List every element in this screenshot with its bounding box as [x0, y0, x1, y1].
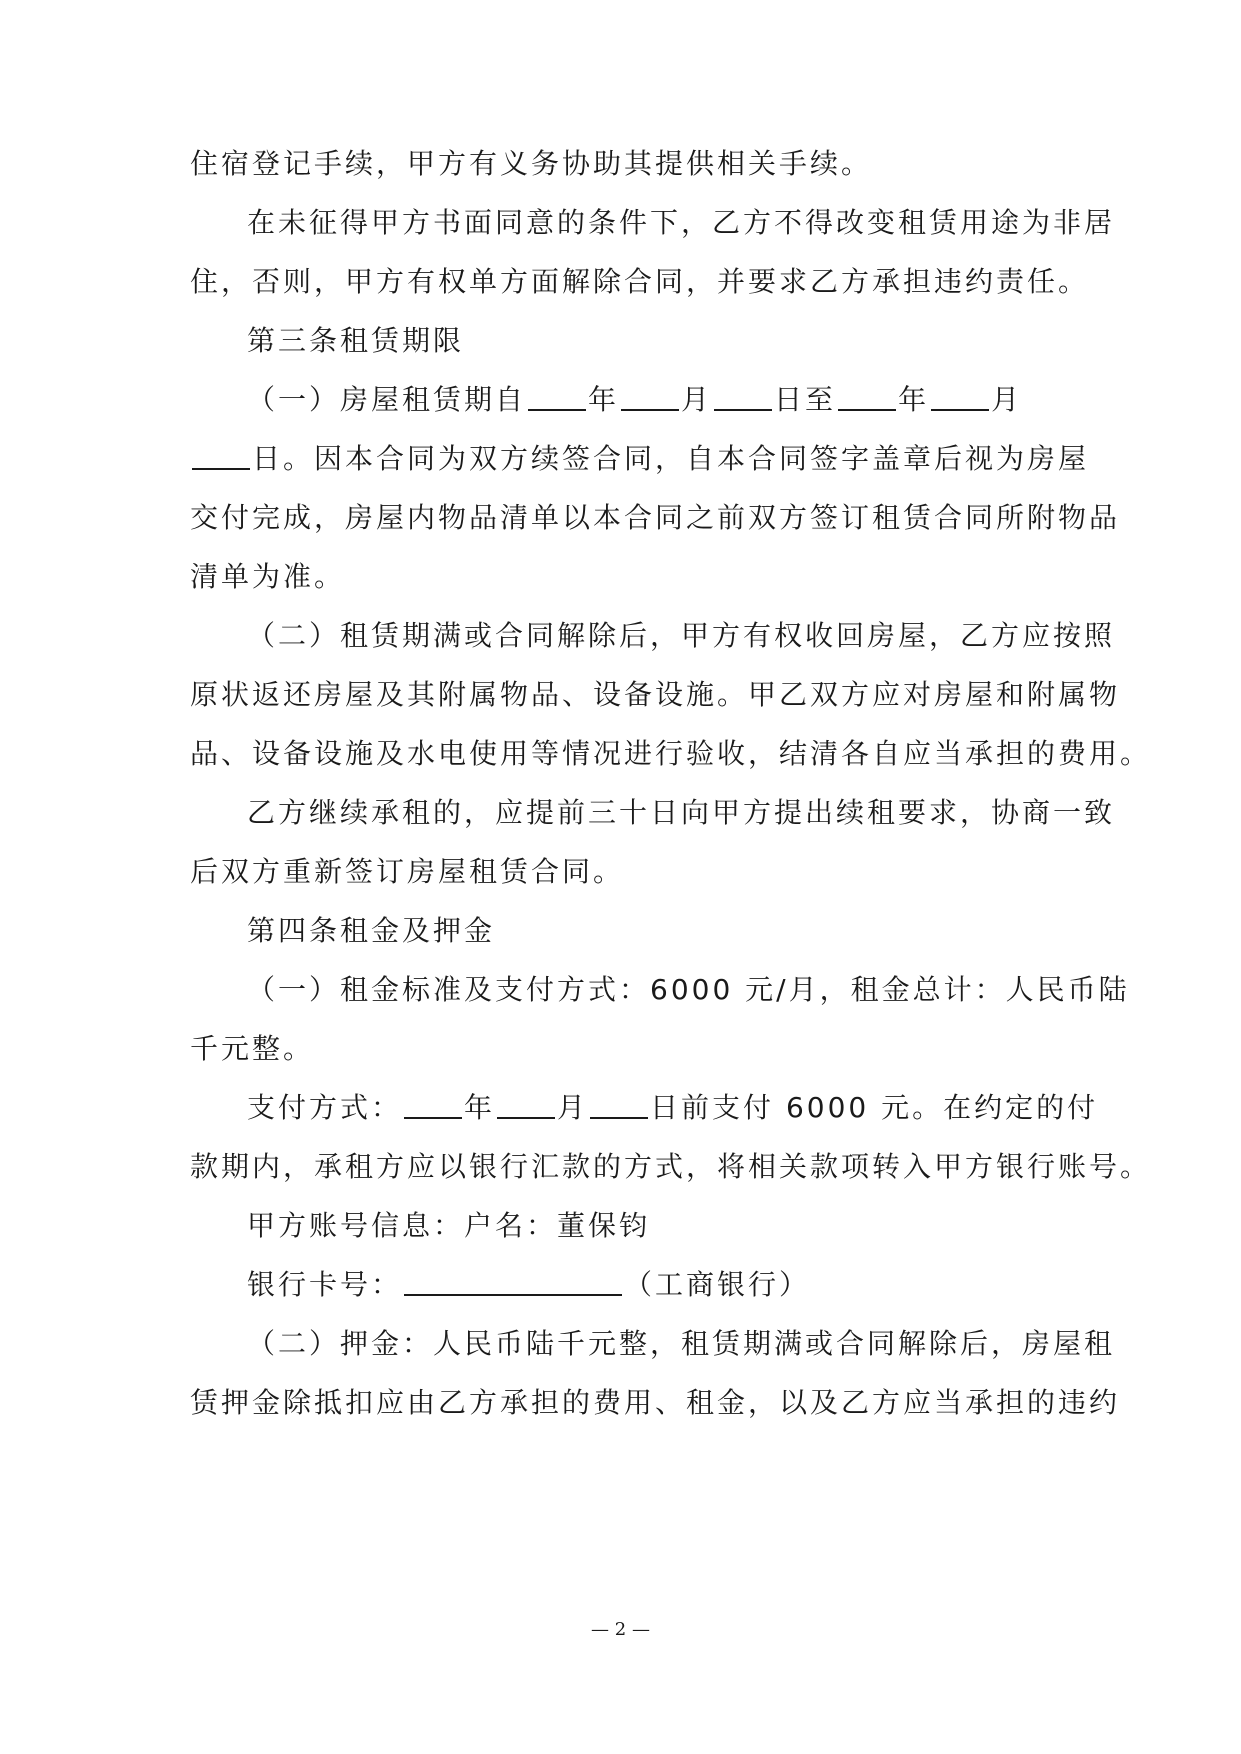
text-line: 乙方继续承租的，应提前三十日向甲方提出续租要求，协商一致: [247, 796, 1116, 829]
text-segment: 日前支付 6000 元。在约定的付: [650, 1091, 1099, 1124]
text-segment: 月: [991, 383, 1023, 416]
text-segment: 日至: [774, 383, 837, 416]
blank-underline: [714, 381, 772, 411]
text-segment: 月: [557, 1091, 589, 1124]
blank-underline: [404, 1266, 622, 1296]
blank-underline: [404, 1089, 462, 1119]
blank-underline: [590, 1089, 648, 1119]
text-line: [247, 1088, 1127, 1128]
text-line: 款期内，承租方应以银行汇款的方式，将相关款项转入甲方银行账号。: [190, 1150, 1152, 1183]
text-line: [247, 1265, 1127, 1305]
text-line: 赁押金除抵扣应由乙方承担的费用、租金，以及乙方应当承担的违约: [190, 1386, 1121, 1419]
section-heading: 第四条租金及押金: [247, 914, 496, 947]
text-line: 甲方账号信息：户名：董保钧: [247, 1209, 651, 1242]
text-line: 住，否则，甲方有权单方面解除合同，并要求乙方承担违约责任。: [190, 265, 1090, 298]
text-line: 交付完成，房屋内物品清单以本合同之前双方签订租赁合同所附物品: [190, 501, 1121, 534]
text-segment: 银行卡号：: [247, 1268, 403, 1301]
text-segment: 支付方式：: [247, 1091, 403, 1124]
text-segment: （一）房屋租赁期自: [247, 383, 527, 416]
text-segment: 日。因本合同为双方续签合同，自本合同签字盖章后视为房屋: [252, 442, 1090, 475]
text-line: 清单为准。: [190, 560, 346, 593]
blank-underline: [497, 1089, 555, 1119]
text-line: 住宿登记手续，甲方有义务协助其提供相关手续。: [190, 147, 873, 180]
blank-underline: [528, 381, 586, 411]
text-line: 千元整。: [190, 1032, 315, 1065]
text-segment: 年: [898, 383, 930, 416]
blank-underline: [621, 381, 679, 411]
text-line: [190, 439, 1090, 479]
text-line: 后双方重新签订房屋租赁合同。: [190, 855, 625, 888]
text-line: 原状返还房屋及其附属物品、设备设施。甲乙双方应对房屋和附属物: [190, 678, 1121, 711]
blank-underline: [192, 440, 250, 470]
text-line: 品、设备设施及水电使用等情况进行验收，结清各自应当承担的费用。: [190, 737, 1152, 770]
blank-underline: [838, 381, 896, 411]
page-number: — 2 —: [591, 1619, 650, 1640]
text-line: （一）租金标准及支付方式：6000 元/月，租金总计：人民币陆: [247, 973, 1130, 1006]
text-line: （二）租赁期满或合同解除后，甲方有权收回房屋，乙方应按照: [247, 619, 1116, 652]
section-heading: 第三条租赁期限: [247, 324, 465, 357]
text-line: [247, 380, 1127, 420]
text-line: （二）押金：人民币陆千元整，租赁期满或合同解除后，房屋租: [247, 1327, 1116, 1360]
text-line: 在未征得甲方书面同意的条件下，乙方不得改变租赁用途为非居: [247, 206, 1116, 239]
text-segment: 年: [588, 383, 620, 416]
text-segment: （工商银行）: [624, 1268, 811, 1301]
blank-underline: [931, 381, 989, 411]
text-segment: 年: [464, 1091, 496, 1124]
text-segment: 月: [681, 383, 713, 416]
